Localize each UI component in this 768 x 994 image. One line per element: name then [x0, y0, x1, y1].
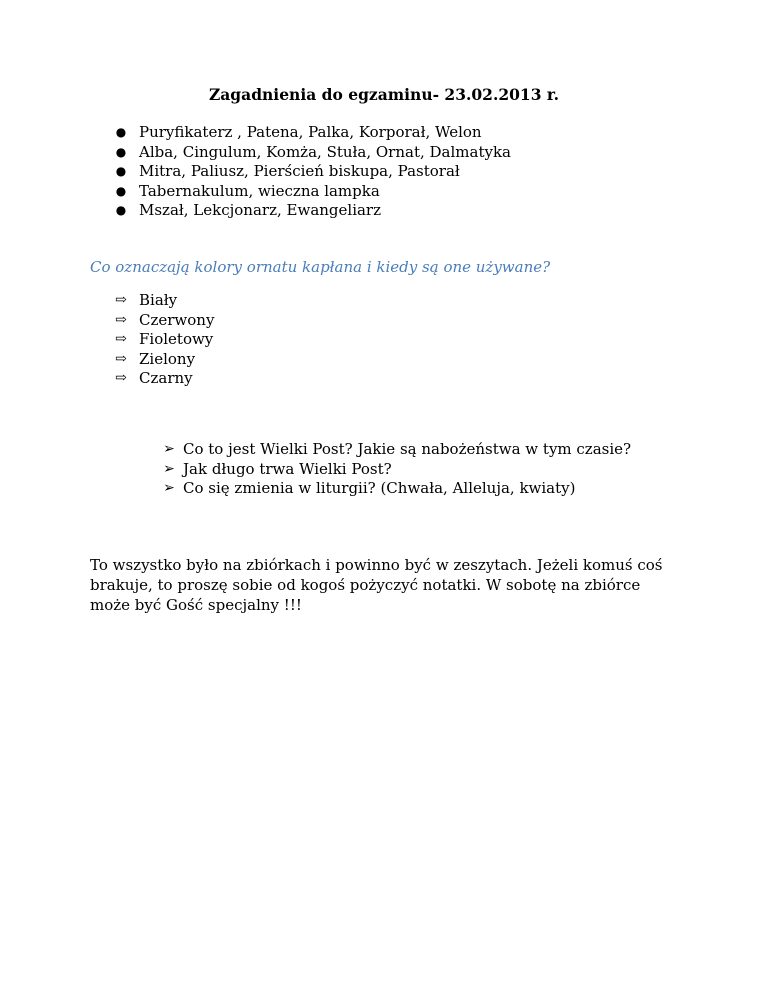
color-text: Czerwony: [139, 310, 215, 329]
topic-text: Mitra, Paliusz, Pierścień biskupa, Pastorał: [139, 162, 460, 180]
outline-arrow-icon: ⇨: [115, 331, 127, 347]
bullet-icon: ●: [115, 125, 127, 139]
note-line: To wszystko było na zbiórkach i powinno być w zeszytach. Jeżeli komuś coś: [90, 556, 663, 574]
arrowhead-icon: ➢: [163, 441, 175, 457]
bullet-icon: ●: [115, 183, 127, 198]
topic-text: Mszał, Lekcjonarz, Ewangeliarz: [139, 201, 382, 219]
bullet-icon: ●: [115, 203, 127, 217]
bullet-icon: ●: [115, 164, 127, 178]
arrowhead-icon: ➢: [163, 480, 175, 496]
bullet-icon: ●: [115, 144, 127, 159]
topic-text: Alba, Cingulum, Komża, Stuła, Ornat, Dalmatyka: [139, 142, 511, 161]
closing-note: [90, 555, 690, 615]
color-text: Czarny: [139, 369, 193, 387]
outline-arrow-icon: ⇨: [115, 292, 127, 308]
topic-text: Tabernakulum, wieczna lampka: [139, 181, 380, 200]
lent-question-text: Jak długo trwa Wielki Post?: [183, 459, 392, 478]
outline-arrow-icon: ⇨: [115, 370, 127, 386]
color-text: Zielony: [139, 349, 196, 368]
arrowhead-icon: ➢: [163, 460, 175, 477]
document-title: Zagadnienia do egzaminu- 23.02.2013 r.: [208, 85, 560, 104]
topic-text: Puryfikaterz , Patena, Palka, Korporał, Welon: [139, 123, 482, 141]
question-heading: Co oznaczają kolory ornatu kapłana i kiedy są one używane?: [90, 258, 551, 276]
color-text: Biały: [139, 291, 178, 309]
lent-question-text: Co się zmienia w liturgii? (Chwała, Alleluja, kwiaty): [183, 479, 576, 497]
note-line: brakuje, to proszę sobie od kogoś pożyczyć notatki. W sobotę na zbiórce: [90, 576, 641, 594]
lent-question-text: Co to jest Wielki Post? Jakie są nabożeństwa w tym czasie?: [183, 440, 632, 458]
color-text: Fioletowy: [139, 330, 214, 348]
note-line: może być Gość specjalny !!!: [90, 596, 302, 614]
outline-arrow-icon: ⇨: [115, 350, 127, 367]
outline-arrow-icon: ⇨: [115, 311, 127, 328]
